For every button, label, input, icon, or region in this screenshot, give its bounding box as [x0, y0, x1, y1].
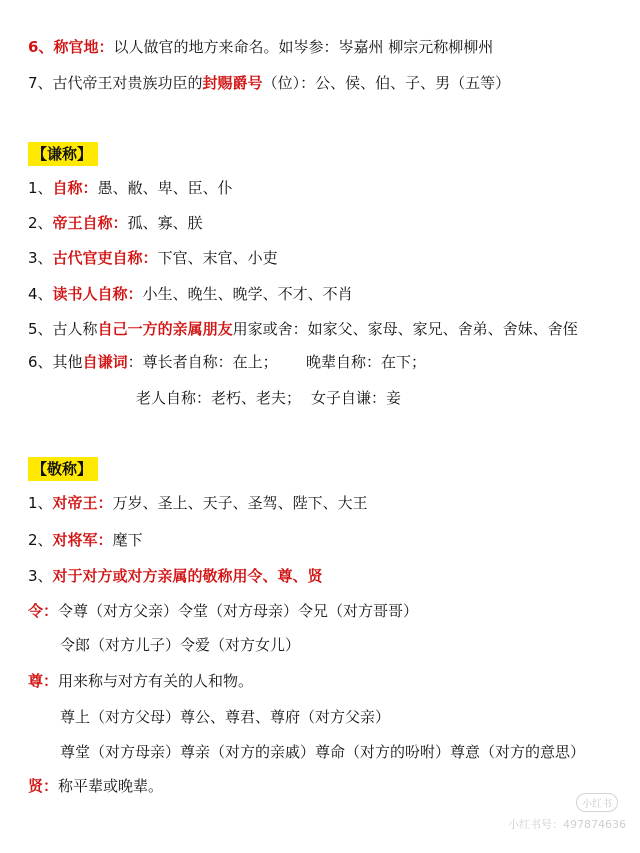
term: 令：: [28, 602, 59, 620]
list-item: [28, 493, 368, 513]
item-number: 6、: [28, 353, 53, 371]
term: 称官地：: [53, 38, 114, 56]
text-line: [28, 37, 493, 57]
list-item: [28, 671, 253, 691]
watermark-badge: 小红书: [576, 793, 618, 812]
item-number: 4、: [28, 285, 53, 303]
term: 读书人自称：: [52, 285, 143, 303]
body-text: 用来称与对方有关的人和物。: [58, 672, 254, 690]
list-item: [28, 566, 323, 586]
term: 对将军：: [52, 531, 113, 549]
list-item: [28, 601, 418, 621]
item-number: 2、: [28, 531, 53, 549]
list-item-continuation: [60, 742, 585, 762]
term: 帝王自称：: [52, 214, 128, 232]
term: 对帝王：: [52, 494, 113, 512]
body-text: 令郎（对方儿子）令爱（对方女儿）: [60, 636, 301, 654]
body-text: 晚辈自称：在下；: [306, 353, 427, 371]
term: 古代官吏自称：: [52, 249, 158, 267]
body-text: 令尊（对方父亲）令堂（对方母亲）令兄（对方哥哥）: [58, 602, 419, 620]
list-item: [28, 284, 353, 304]
body-text: 其他: [52, 353, 83, 371]
term: 自己一方的亲属朋友: [97, 320, 233, 338]
section-header-respect: 【敬称】: [28, 457, 98, 481]
body-text: 用家或舍：如家父、家母、家兄、舍弟、舍妹、舍侄: [232, 320, 578, 338]
list-item: [28, 352, 278, 372]
list-item-continuation: [60, 707, 390, 727]
list-item-continuation: [60, 635, 300, 655]
list-item-continuation: [136, 388, 301, 408]
body-text: 孤、寡、朕: [127, 214, 203, 232]
body-text: ：尊长者自称：在上；: [127, 353, 278, 371]
list-item: [28, 248, 278, 268]
body-text: 麾下: [112, 531, 143, 549]
term: 自称：: [52, 179, 98, 197]
body-text: 尊堂（对方母亲）尊亲（对方的亲戚）尊命（对方的吩咐）尊意（对方的意思）: [60, 743, 586, 761]
body-text: 古人称: [52, 320, 98, 338]
body-text: 愚、敝、卑、臣、仆: [97, 179, 233, 197]
body-text: 女子自谦：妾: [311, 389, 402, 407]
list-item-continuation: [311, 388, 401, 408]
section-header-humble: 【谦称】: [28, 142, 98, 166]
body-text: 小生、晚生、晚学、不才、不肖: [142, 285, 353, 303]
body-text: 万岁、圣上、天子、圣驾、陛下、大王: [112, 494, 368, 512]
item-number: 1、: [28, 179, 53, 197]
item-number: 3、: [28, 249, 53, 267]
term: 尊：: [28, 672, 59, 690]
term: 贤：: [28, 777, 59, 795]
text-line: [28, 73, 510, 93]
item-number: 1、: [28, 494, 53, 512]
body-text: 下官、末官、小吏: [157, 249, 278, 267]
term: 自谦词: [82, 353, 128, 371]
list-item-continuation: [306, 352, 426, 372]
item-number: 2、: [28, 214, 53, 232]
body-text: 老人自称：老朽、老夫；: [136, 389, 302, 407]
item-number: 3、: [28, 567, 53, 585]
item-number: 5、: [28, 320, 53, 338]
list-item: [28, 530, 143, 550]
body-text: 以人做官的地方来命名。如岑参：岑嘉州 柳宗元称柳柳州: [113, 38, 494, 56]
list-item: [28, 776, 163, 796]
body-text: （位）：公、侯、伯、子、男（五等）: [262, 74, 511, 92]
term: 对于对方或对方亲属的敬称用令、尊、贤: [52, 567, 323, 585]
body-text: 尊上（对方父母）尊公、尊君、尊府（对方父亲）: [60, 708, 391, 726]
item-number: 6、: [28, 38, 54, 56]
body-text: 7、古代帝王对贵族功臣的: [28, 74, 203, 92]
list-item: [28, 178, 233, 198]
body-text: 称平辈或晚辈。: [58, 777, 164, 795]
watermark-text: 小红书号：497874636: [508, 818, 626, 831]
list-item: [28, 319, 578, 339]
term: 封赐爵号: [202, 74, 263, 92]
list-item: [28, 213, 203, 233]
